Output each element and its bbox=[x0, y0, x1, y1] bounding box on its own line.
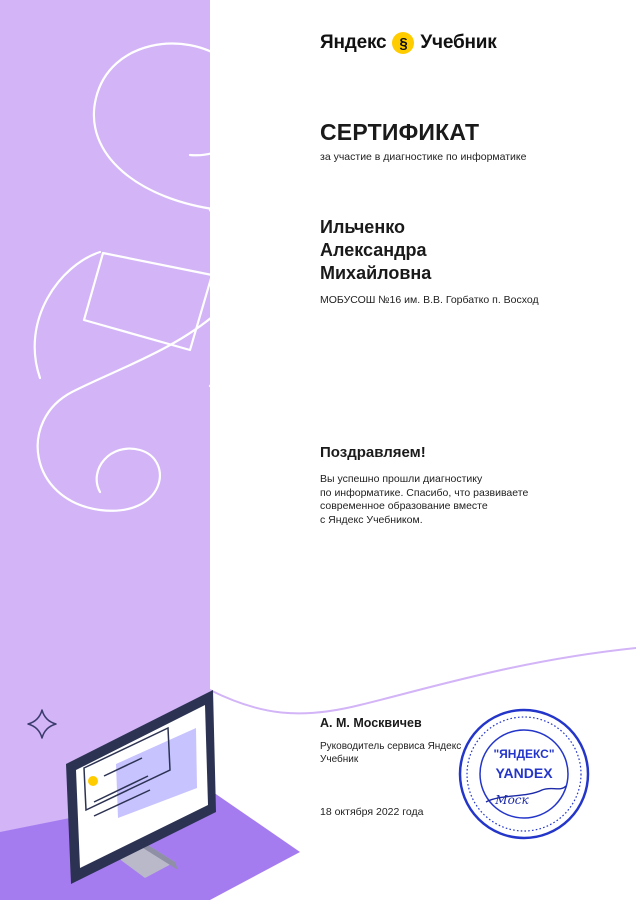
certificate-date: 18 октября 2022 года bbox=[320, 806, 424, 818]
congratulations-line: современное образование вместе bbox=[320, 500, 488, 512]
certificate-title: СЕРТИФИКАТ bbox=[320, 119, 480, 145]
recipient-name bbox=[320, 216, 431, 285]
logo-text-left: Яндекс bbox=[320, 32, 387, 53]
sparkle-icon bbox=[28, 710, 56, 738]
signer-role-line: Учебник bbox=[320, 753, 359, 765]
signer-role-line: Руководитель сервиса Яндекс bbox=[320, 741, 462, 752]
congratulations-line: по информатике. Спасибо, что развиваете bbox=[320, 486, 529, 499]
congratulations-line: с Яндекс Учебником. bbox=[320, 513, 423, 526]
official-stamp bbox=[456, 706, 592, 842]
signer-role bbox=[320, 741, 461, 766]
congratulations-heading: Поздравляем! bbox=[320, 444, 426, 461]
logo-text-right: Учебник bbox=[420, 32, 497, 53]
stamp-text-bottom: YANDEX bbox=[495, 765, 553, 781]
section-sign-icon: § bbox=[392, 32, 414, 54]
recipient-school: МОБУСОШ №16 им. В.В. Горбатко п. Восход bbox=[320, 294, 539, 306]
congratulations-line: Вы успешно прошли диагностику bbox=[320, 473, 483, 485]
certificate-subtitle: за участие в диагностике по информатике bbox=[320, 151, 527, 163]
stamp-text-top: "ЯНДЕКС" bbox=[493, 747, 555, 761]
signer-name: А. М. Москвичев bbox=[320, 716, 422, 730]
recipient-surname: Ильченко bbox=[320, 217, 405, 237]
recipient-patronymic: Михайловна bbox=[320, 263, 432, 283]
stamp-handwriting: Моск bbox=[495, 793, 529, 807]
congratulations-text bbox=[320, 473, 560, 527]
yandex-uchebnik-logo bbox=[320, 32, 497, 54]
recipient-first-name: Александра bbox=[320, 240, 427, 260]
